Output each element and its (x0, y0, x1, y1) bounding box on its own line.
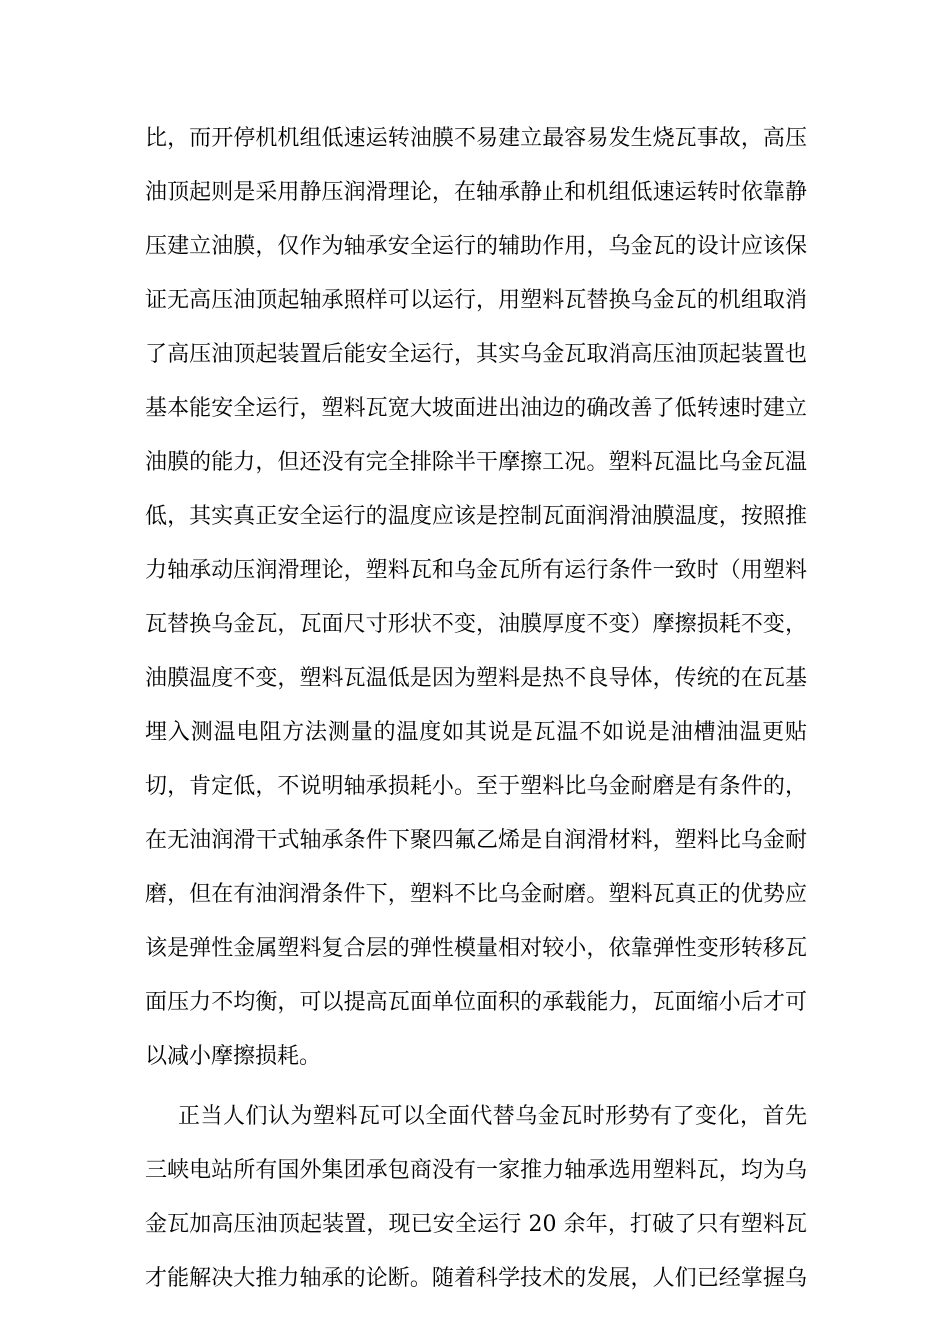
text-line: 三峡电站所有国外集团承包商没有一家推力轴承选用塑料瓦，均为乌 (145, 1158, 807, 1183)
text-line: 在无油润滑干式轴承条件下聚四氟乙烯是自润滑材料，塑料比乌金耐 (145, 828, 807, 853)
text-line: 正当人们认为塑料瓦可以全面代替乌金瓦时形势有了变化，首先 (178, 1104, 807, 1129)
text-line: 证无高压油顶起轴承照样可以运行，用塑料瓦替换乌金瓦的机组取消 (145, 288, 807, 313)
text-line: 压建立油膜，仅作为轴承安全运行的辅助作用，乌金瓦的设计应该保 (145, 234, 807, 259)
text-line: 力轴承动压润滑理论，塑料瓦和乌金瓦所有运行条件一致时（用塑料 (145, 558, 807, 583)
text-line: 基本能安全运行，塑料瓦宽大坡面进出油边的确改善了低转速时建立 (145, 396, 807, 421)
text-line: 瓦替换乌金瓦，瓦面尺寸形状不变，油膜厚度不变）摩擦损耗不变， (145, 612, 807, 637)
text-line: 切，肯定低，不说明轴承损耗小。至于塑料比乌金耐磨是有条件的， (145, 774, 807, 799)
text-line: 埋入测温电阻方法测量的温度如其说是瓦温不如说是油槽油温更贴 (145, 720, 807, 745)
text-line: 低，其实真正安全运行的温度应该是控制瓦面润滑油膜温度，按照推 (145, 504, 807, 529)
text-line: 以减小摩擦损耗。 (145, 1044, 322, 1069)
text-line: 磨，但在有油润滑条件下，塑料不比乌金耐磨。塑料瓦真正的优势应 (145, 882, 807, 907)
text-line: 油膜温度不变，塑料瓦温低是因为塑料是热不良导体，传统的在瓦基 (145, 666, 807, 691)
paragraph-1 (145, 112, 807, 1084)
text-line: 油顶起则是采用静压润滑理论，在轴承静止和机组低速运转时依靠静 (145, 180, 807, 205)
text-line: 面压力不均衡，可以提高瓦面单位面积的承载能力，瓦面缩小后才可 (145, 990, 807, 1015)
body-text (145, 112, 807, 1306)
text-line: 比，而开停机机组低速运转油膜不易建立最容易发生烧瓦事故，高压 (145, 126, 807, 151)
text-line: 才能解决大推力轴承的论断。随着科学技术的发展，人们已经掌握乌 (145, 1266, 807, 1291)
text-line: 油膜的能力，但还没有完全排除半干摩擦工况。塑料瓦温比乌金瓦温 (145, 450, 807, 475)
text-line: 了高压油顶起装置后能安全运行，其实乌金瓦取消高压油顶起装置也 (145, 342, 807, 367)
text-line: 金瓦加高压油顶起装置，现已安全运行 20 余年，打破了只有塑料瓦 (145, 1212, 807, 1237)
text-line: 该是弹性金属塑料复合层的弹性模量相对较小，依靠弹性变形转移瓦 (145, 936, 807, 961)
paragraph-2 (145, 1090, 807, 1306)
